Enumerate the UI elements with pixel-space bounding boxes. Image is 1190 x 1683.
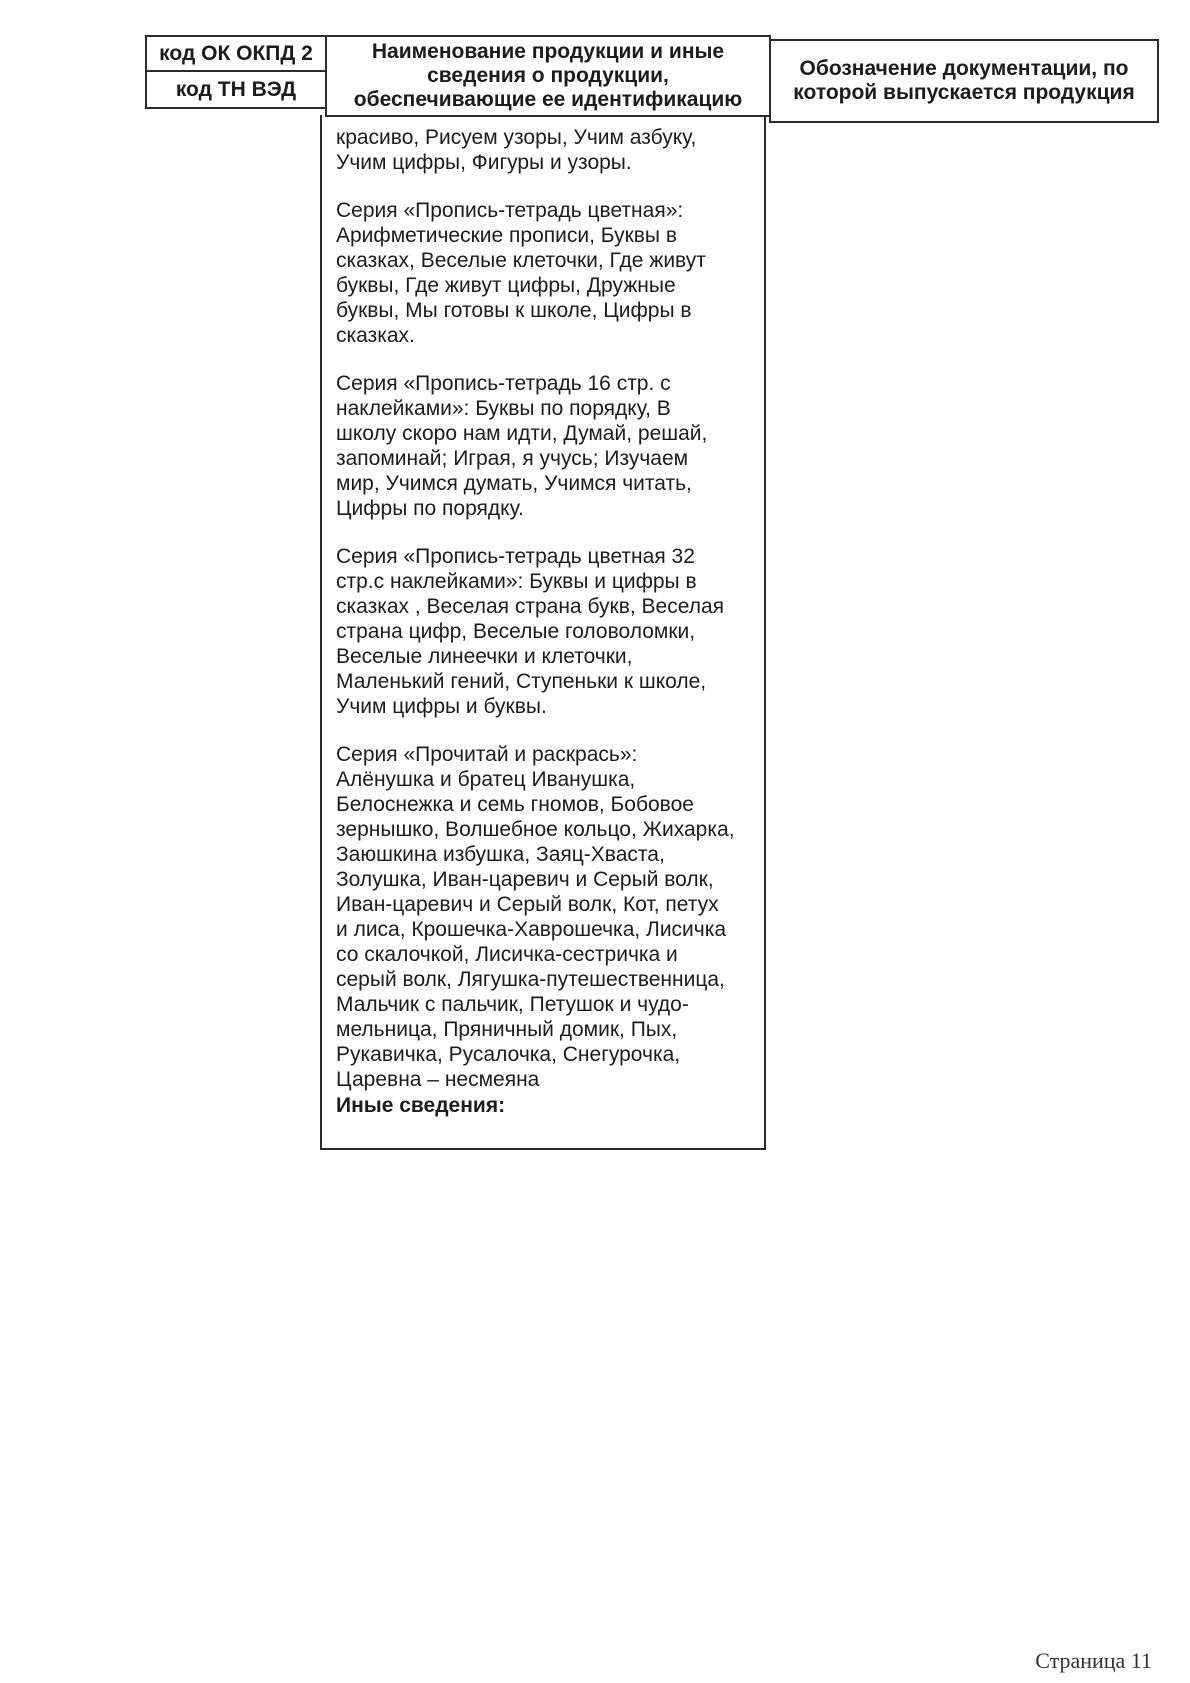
other-info-label: Иные сведения: xyxy=(336,1094,506,1117)
product-paragraph: Серия «Пропись-тетрадь 16 стр. с наклейками»: Буквы по порядку, В школу скоро нам идти, Думай, решай, запоминай; Играя, я учусь; Изучаем мир, Учимся думать, Учимся читать, Цифры по порядку. xyxy=(336,372,708,520)
header-documentation: Обозначение документации, по которой выпускается продукция xyxy=(769,39,1159,123)
header-okpd-code: код ОК ОКПД 2 xyxy=(145,35,327,72)
product-paragraph: красиво, Рисуем узоры, Учим азбуку, Учим цифры, Фигуры и узоры. xyxy=(336,126,697,174)
page-number: Страница 11 xyxy=(1035,1648,1152,1673)
product-paragraph: Серия «Прочитай и раскрась»: Алёнушка и братец Иванушка, Белоснежка и семь гномов, Бобовое зернышко, Волшебное кольцо, Жихарка, Заюшкина избушка, Заяц-Хваста, Золушка, Иван-царевич и Серый волк, Иван-царевич и Серый волк, Кот, петух и лиса, Крошечка-Хаврошечка, Лисичка со скалочкой, Лисичка-сестричка и серый волк, Лягушка-путешественница, Мальчик с пальчик, Петушок и чудо- мельница, Пряничный домик, Пых, Рукавичка, Русалочка, Снегурочка, Царевна – несмеяна xyxy=(336,743,735,1091)
product-paragraph: Серия «Пропись-тетрадь цветная 32 стр.с наклейками»: Буквы и цифры в сказках , Веселая страна букв, Веселая страна цифр, Веселые головоломки, Веселые линеечки и клеточки, Маленький гений, Ступеньки к школе, Учим цифры и буквы. xyxy=(336,545,724,718)
header-tnved-code: код ТН ВЭД xyxy=(145,70,327,109)
header-product-name: Наименование продукции и иные сведения о продукции, обеспечивающие ее идентификацию xyxy=(325,35,771,117)
product-description-cell xyxy=(320,115,766,1150)
product-paragraph: Серия «Пропись-тетрадь цветная»: Арифметические прописи, Буквы в сказках, Веселые клеточки, Где живут буквы, Где живут цифры, Дружные буквы, Мы готовы к школе, Цифры в сказках. xyxy=(336,199,706,347)
